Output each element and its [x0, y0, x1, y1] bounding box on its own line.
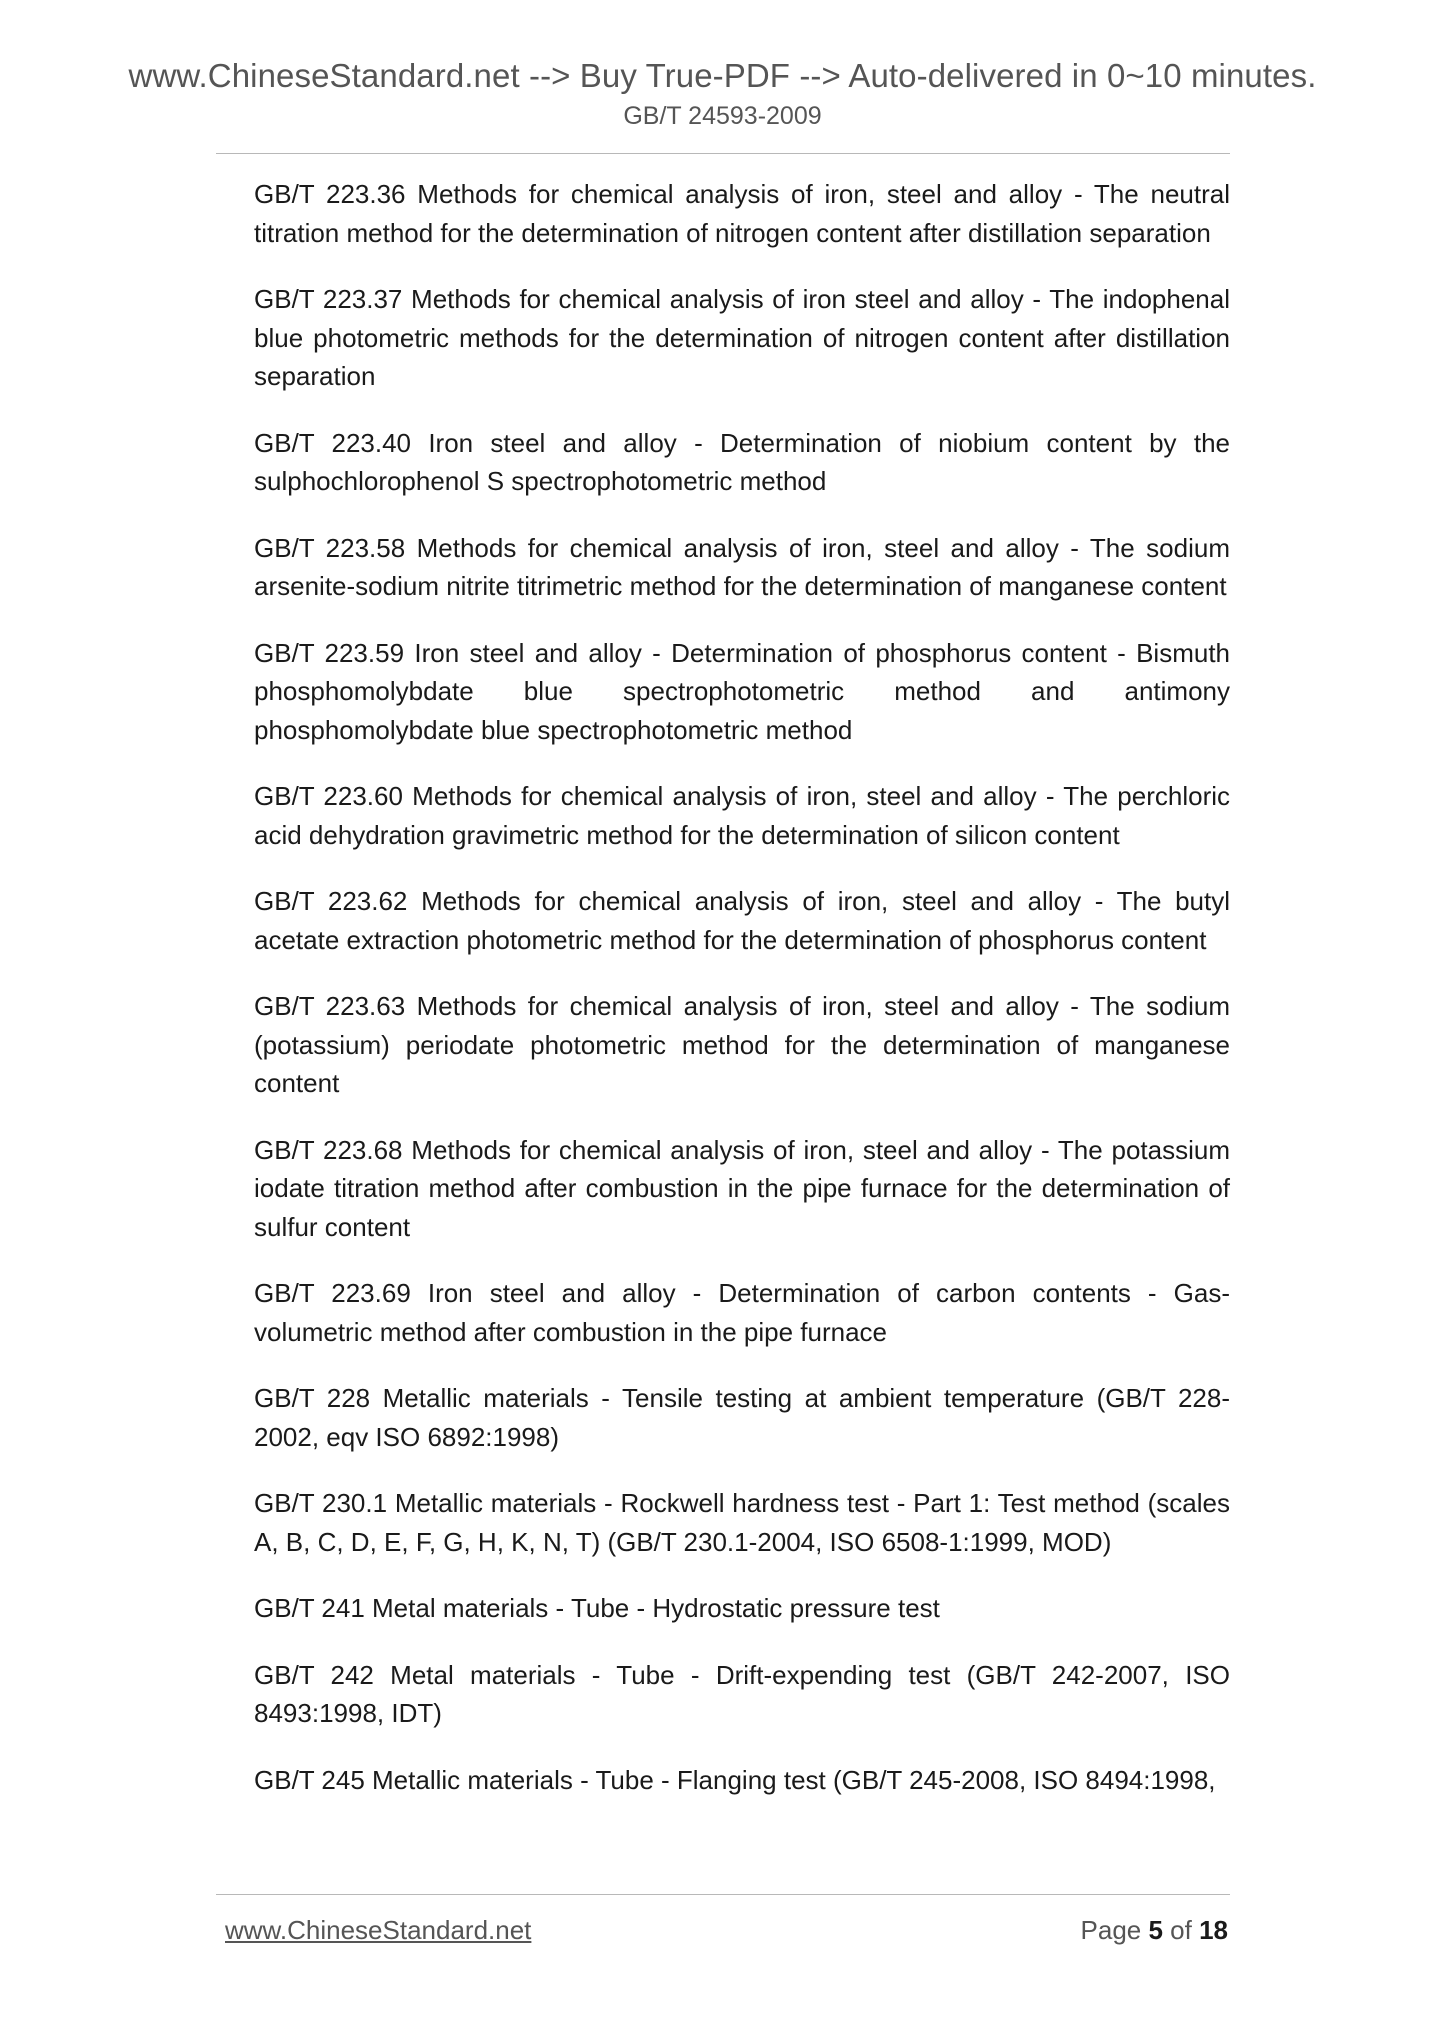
reference-item: GB/T 223.63 Methods for chemical analysis of iron, steel and alloy - The sodium (potassium) periodate photometric method for the determination of manganese content [254, 991, 1230, 1098]
reference-item: GB/T 223.36 Methods for chemical analysis of iron, steel and alloy - The neutral titration method for the determination of nitrogen content after distillation separation [254, 179, 1230, 248]
reference-item: GB/T 230.1 Metallic materials - Rockwell hardness test - Part 1: Test method (scales A, B, C, D, E, F, G, H, K, N, T) (GB/T 230.1-2004, ISO 6508-1:1999, MOD) [254, 1488, 1230, 1557]
page-label: Page [1080, 1915, 1149, 1945]
reference-item: GB/T 223.62 Methods for chemical analysis of iron, steel and alloy - The butyl acetate extraction photometric method for the determination of phosphorus content [254, 886, 1230, 955]
header-banner: www.ChineseStandard.net --> Buy True-PDF --> Auto-delivered in 0~10 minutes. [128, 57, 1317, 94]
reference-item: GB/T 245 Metallic materials - Tube - Flanging test (GB/T 245-2008, ISO 8494:1998, [254, 1764, 1216, 1795]
reference-item: GB/T 223.60 Methods for chemical analysis of iron, steel and alloy - The perchloric acid dehydration gravimetric method for the determination of silicon content [254, 781, 1230, 850]
current-page-number: 5 [1148, 1915, 1163, 1945]
footer-divider [216, 1894, 1230, 1895]
header-divider [216, 153, 1230, 154]
reference-item: GB/T 223.59 Iron steel and alloy - Determination of phosphorus content - Bismuth phosphomolybdate blue spectrophotometric method and antimony phosphomolybdate blue spectrophotometric method [254, 637, 1230, 745]
reference-item: GB/T 228 Metallic materials - Tensile testing at ambient temperature (GB/T 228-2002, eqv ISO 6892:1998) [254, 1383, 1230, 1452]
reference-item: GB/T 223.37 Methods for chemical analysis of iron steel and alloy - The indophenal blue photometric methods for the determination of nitrogen content after distillation separation [254, 284, 1230, 391]
reference-item: GB/T 241 Metal materials - Tube - Hydrostatic pressure test [254, 1593, 940, 1623]
reference-item: GB/T 223.40 Iron steel and alloy - Determination of niobium content by the sulphochlorophenol S spectrophotometric method [254, 427, 1230, 496]
standard-number: GB/T 24593-2009 [623, 102, 822, 130]
page-footer [225, 1910, 1230, 1950]
reference-item: GB/T 223.68 Methods for chemical analysis of iron, steel and alloy - The potassium iodate titration method after combustion in the pipe furnace for the determination of sulfur content [254, 1134, 1230, 1242]
site-link[interactable]: www.ChineseStandard.net [225, 1915, 532, 1945]
page-indicator [1081, 1910, 1228, 1950]
page-separator: of [1162, 1915, 1200, 1945]
reference-item: GB/T 223.69 Iron steel and alloy - Determination of carbon contents - Gas-volumetric method after combustion in the pipe furnace [254, 1278, 1230, 1347]
page-header [0, 56, 1445, 132]
reference-item: GB/T 223.58 Methods for chemical analysis of iron, steel and alloy - The sodium arsenite-sodium nitrite titrimetric method for the determination of manganese content [254, 532, 1230, 601]
total-pages-number: 18 [1199, 1915, 1228, 1945]
reference-list [254, 175, 1230, 1827]
reference-item: GB/T 242 Metal materials - Tube - Drift-expending test (GB/T 242-2007, ISO 8493:1998, IDT) [254, 1659, 1230, 1728]
